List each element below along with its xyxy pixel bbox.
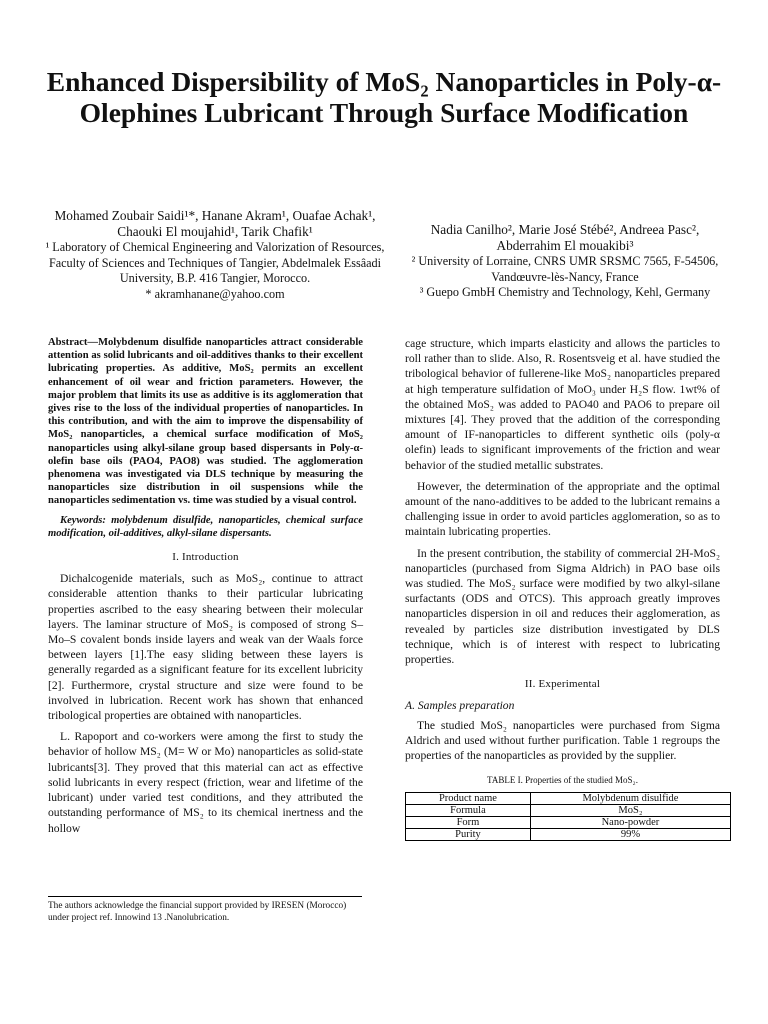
footnote-rule	[48, 896, 362, 897]
affiliation-1: ¹ Laboratory of Chemical Engineering and Valorization of Resources, Faculty of Sciences and Techniques of Tangier, Abdelmalek Essâadi University, B.P. 416 Tangier, Morocco.	[45, 240, 385, 285]
table-cell-property: Purity	[406, 829, 531, 841]
table-row	[406, 829, 731, 841]
table-cell-value: Nano-powder	[530, 817, 730, 829]
table-row	[406, 805, 731, 817]
right-paragraph-3: In the present contribution, the stability of commercial 2H-MoS₂ nanoparticles (purchased from Sigma Aldrich) in PAO base oils was studied. The MoS₂ surface were modified by two alkyl-silane surfactants (ODS and OTCS). This approach greatly improves nanoparticles dispersion in oil and reduces their agglomeration, as revealed by particles size distribution investigated by DLS technique, which is of interest with respect to lubricating properties.	[405, 546, 720, 667]
corresponding-email: * akramhanane@yahoo.com	[145, 286, 285, 301]
keywords: Keywords: molybdenum disulfide, nanoparticles, chemical surface modification, oil-additives, alkyl-silane dispersants.	[48, 514, 363, 539]
section-heading-introduction: I. Introduction	[172, 551, 239, 564]
authors-block-left	[44, 208, 386, 302]
table-cell-value: MoS₂	[530, 805, 730, 817]
table-cell-value: 99%	[530, 829, 730, 841]
right-column	[405, 336, 720, 841]
table-cell-property: Formula	[406, 805, 531, 817]
author-names-right: Nadia Canilho², Marie José Stébé², Andreea Pasc², Abderrahim El mouakibi³	[430, 222, 700, 253]
table-cell-property: Product name	[406, 793, 531, 805]
section-heading-experimental: II. Experimental	[524, 678, 601, 691]
affiliation-2: ² University of Lorraine, CNRS UMR SRSMC 7565, F-54506, Vandœuvre-lès-Nancy, France	[411, 254, 719, 284]
abstract: Abstract—Molybdenum disulfide nanoparticles attract considerable attention as solid lubricants and oil-additives thanks to their excellent lubricating properties. As additive, MoS₂ permits an excellent enhancement of oil wear and friction parameters. However, the major problem that limits its use as additive is its agglomeration that gives rise to the loss of the individual properties of nanoparticles. In this contribution, and with the aim to improve the dispensability of MoS₂ nanoparticles, a chemical surface modification of MoS₂ nanoparticles using alkyl-silane group based dispersants in Poly-α-olefin base oils (PAO4, PAO8) was studied. The agglomeration phenomena was investigated via DLS technique by measuring the nanoparticles size distribution in oil suspensions while the nanoparticles sedimentation vs. time was studied by a visual control.	[48, 337, 363, 507]
properties-table	[405, 792, 731, 841]
left-column	[48, 336, 363, 842]
table-cell-property: Form	[406, 817, 531, 829]
properties-table-body	[406, 793, 731, 841]
right-paragraph-1: cage structure, which imparts elasticity and allows the particles to roll rather than to slide. Also, R. Rosentsveig et al. have studied the tribological behavior of fullerene-like MoS₂ nanoparticles prepared at high temperature sulfidation of MoO₃ under H₂S flow. 1wt% of the obtained MoS₂ was added to PAO40 and PAO6 to prepare oil mixtures [4]. They proved that the addition of the corresponding amount of IF-nanoparticles to different synthetic oils (poly-α olefin) leads to significant improvements of the friction and wear behavior of the studied metallic substrates.	[405, 337, 720, 472]
intro-paragraph-1: Dichalcogenide materials, such as MoS₂, continue to attract considerable attention thanks to their particular lubricating properties ascribed to the easy shearing between their molecular layers. The laminar structure of MoS₂ is composed of strong S–Mo–S covalent bonds inside layers and weak van der Waals force between layers [1].The easy sliding between these layers is generally regarded as a significant feature for its excellent lubricity [2]. Furthermore, crystal structure and size were found to be involved in lubrication. Recent work has shown that enhanced tribological properties are obtained with nanoparticles.	[48, 572, 363, 723]
table-caption: TABLE I. Properties of the studied MoS₂.	[487, 775, 638, 786]
authors-block-right	[400, 222, 730, 301]
author-names-left: Mohamed Zoubair Saidi¹*, Hanane Akram¹, Ouafae Achak¹, Chaouki El moujahid¹, Tarik Chafik¹	[54, 208, 376, 239]
affiliation-3: ³ Guepo GmbH Chemistry and Technology, Kehl, Germany	[419, 285, 711, 299]
subsection-heading-samples: A. Samples preparation	[405, 699, 515, 713]
paper-title: Enhanced Dispersibility of MoS₂ Nanoparticles in Poly-α-Olephines Lubricant Through Surface Modification	[46, 66, 722, 128]
footnote	[48, 896, 362, 924]
table-cell-value: Molybdenum disulfide	[530, 793, 730, 805]
footnote-text: The authors acknowledge the financial support provided by IRESEN (Morocco) under project ref. Innowind 13 .Nanolubrication.	[48, 901, 347, 923]
intro-paragraph-2: L. Rapoport and co-workers were among the first to study the behavior of hollow MS₂ (M= W or Mo) nanoparticles as solid-state lubricants[3]. They proved that this material can act as effective solid lubricants in every respect (friction, wear and lifetime of the lubricant) under varied test conditions, and they attributed the outstanding performance of MS₂ to its chemical inertness and the hollow	[48, 730, 363, 835]
table-row	[406, 817, 731, 829]
right-paragraph-2: However, the determination of the appropriate and the optimal amount of the nano-additives to be added to the lubricant remains a challenging issue in order to avoid particles agglomeration, so as to maintain lubricating properties.	[405, 479, 720, 539]
table-row	[406, 793, 731, 805]
samples-paragraph: The studied MoS₂ nanoparticles were purchased from Sigma Aldrich and used without further purification. Table 1 regroups the properties of the nanoparticles as provided by the supplier.	[405, 718, 720, 763]
